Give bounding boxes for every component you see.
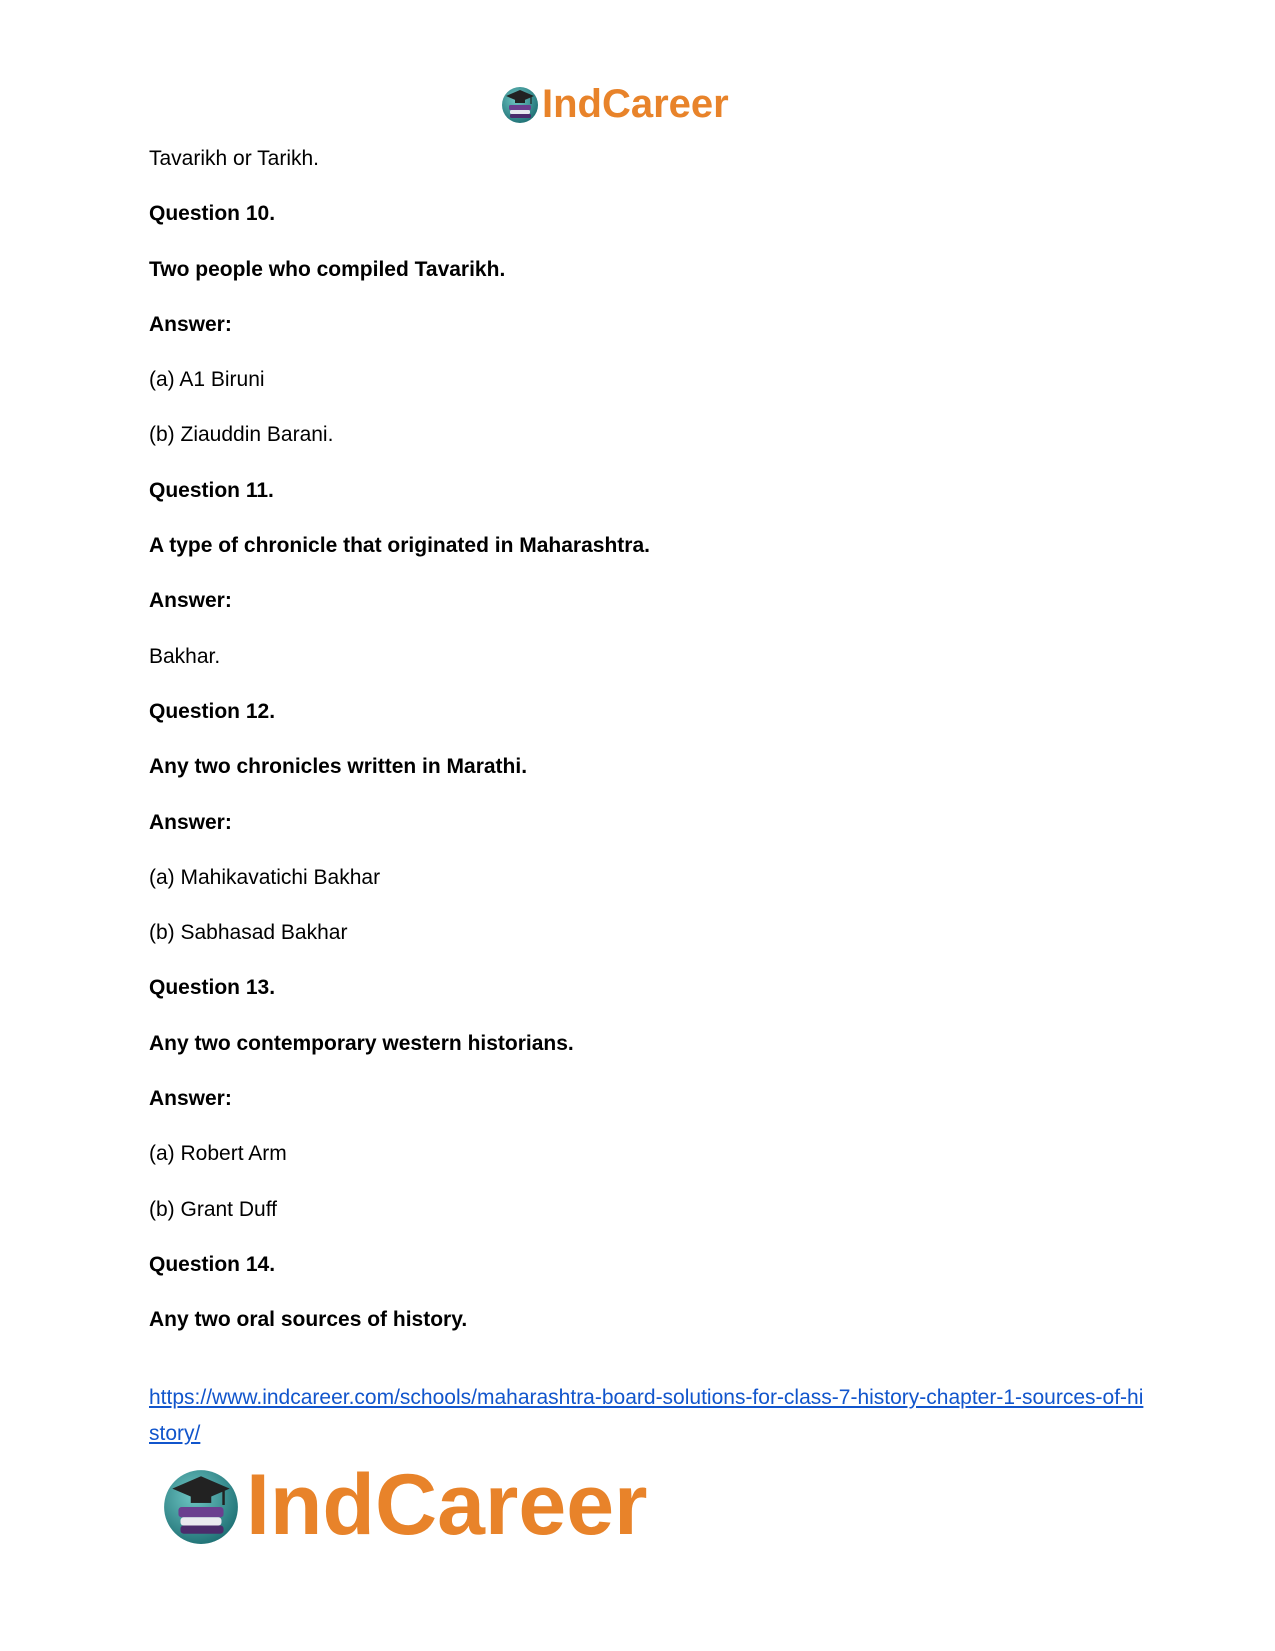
question-text: Any two oral sources of history.: [149, 1308, 468, 1332]
logo-text: IndCareer: [542, 82, 729, 126]
question-text: Any two contemporary western historians.: [149, 1031, 574, 1055]
question-text: Any two chronicles written in Marathi.: [149, 755, 528, 779]
answer-text: (b) Grant Duff: [149, 1197, 277, 1221]
source-link[interactable]: https://www.indcareer.com/schools/maharashtra-board-solutions-for-class-7-history-chapter-1-sources-of-history/: [149, 1386, 1144, 1445]
logo-text: IndCareer: [246, 1457, 648, 1553]
header-logo: [500, 80, 729, 128]
answer-text: (b) Ziauddin Barani.: [149, 423, 334, 447]
question-number: Question 13.: [149, 976, 276, 1000]
question-number: Question 14.: [149, 1252, 276, 1276]
question-number: Question 12.: [149, 699, 276, 723]
answer-label: Answer:: [149, 589, 232, 613]
answer-text: (b) Sabhasad Bakhar: [149, 921, 348, 945]
answer-text: Bakhar.: [149, 644, 221, 668]
footer-logo: [160, 1457, 648, 1553]
answer-text: Tavarikh or Tarikh.: [149, 147, 320, 170]
answer-label: Answer:: [149, 312, 232, 336]
answer-label: Answer:: [149, 810, 232, 834]
question-number: Question 10.: [149, 202, 276, 226]
graduation-book-globe-icon: [500, 84, 540, 124]
question-text: A type of chronicle that originated in Maharashtra.: [149, 534, 650, 558]
document-body: [149, 146, 1149, 1363]
question-text: Two people who compiled Tavarikh.: [149, 257, 506, 281]
question-number: Question 11.: [149, 478, 274, 502]
answer-text: (a) A1 Biruni: [149, 368, 265, 392]
answer-label: Answer:: [149, 1087, 232, 1111]
answer-text: (a) Mahikavatichi Bakhar: [149, 865, 381, 889]
answer-text: (a) Robert Arm: [149, 1142, 287, 1166]
graduation-book-globe-icon: [160, 1464, 242, 1546]
